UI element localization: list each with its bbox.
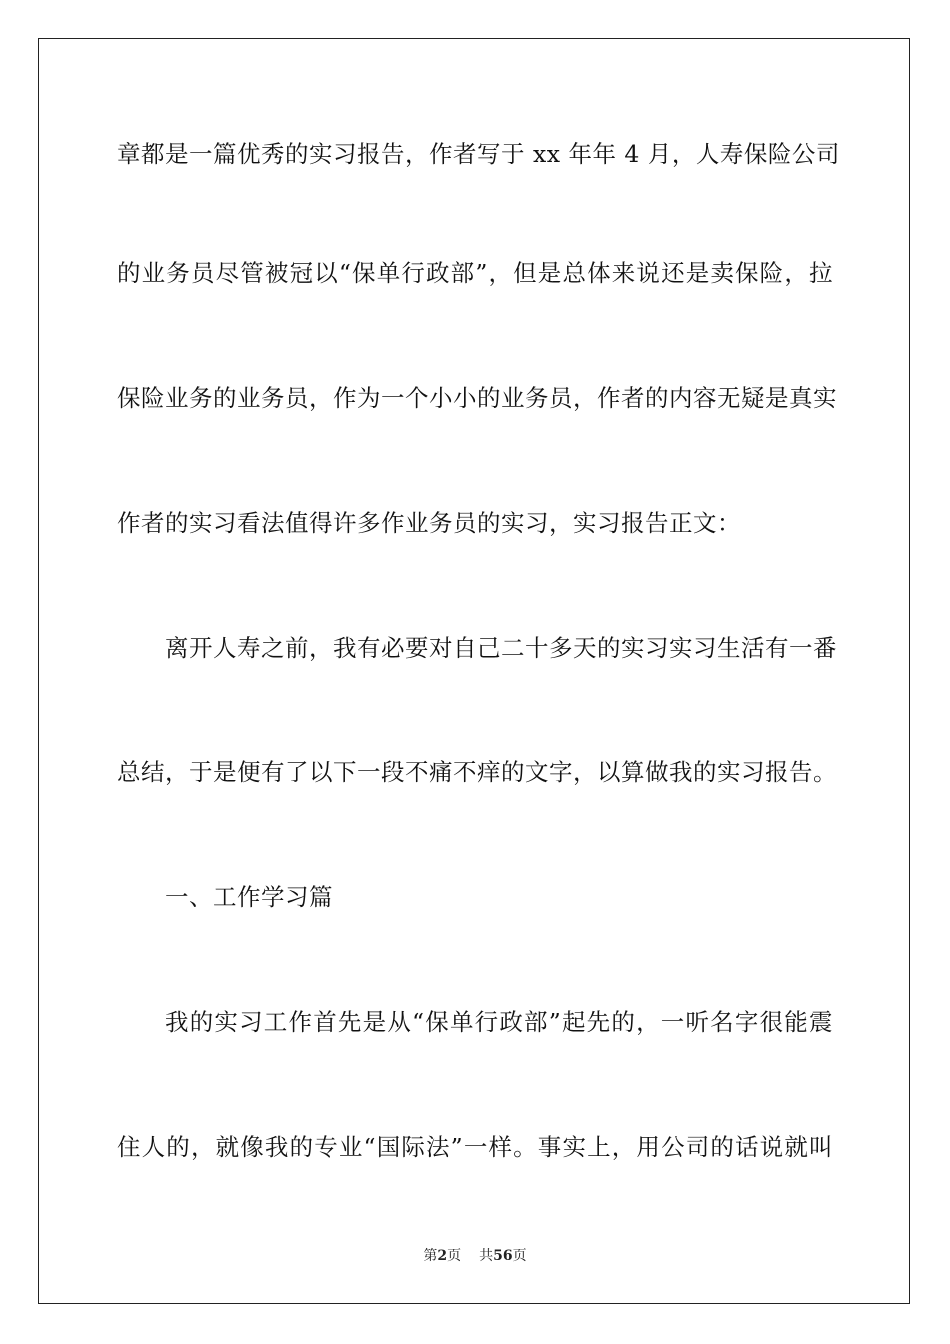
- page-number: 2: [437, 1248, 448, 1264]
- total-pages: 56: [493, 1248, 513, 1264]
- body-line-8: 住人的，就像我的专业“国际法”一样。事实上，用公司的话说就叫: [117, 1133, 833, 1161]
- section-heading: 一、工作学习篇: [165, 883, 333, 911]
- body-line-5: 离开人寿之前，我有必要对自己二十多天的实习实习生活有一番: [165, 634, 837, 662]
- body-line-1: 章都是一篇优秀的实习报告，作者写于 xx 年年 4 月，人寿保险公司: [117, 140, 840, 168]
- page-frame: [38, 38, 910, 1304]
- total-label-prefix: 共: [479, 1248, 494, 1264]
- body-line-4: 作者的实习看法值得许多作业务员的实习，实习报告正文：: [117, 509, 741, 537]
- body-line-2: 的业务员尽管被冠以“保单行政部”，但是总体来说还是卖保险，拉: [117, 259, 833, 287]
- body-line-7: 我的实习工作首先是从“保单行政部”起先的，一听名字很能震: [165, 1008, 833, 1036]
- body-line-6: 总结，于是便有了以下一段不痛不痒的文字，以算做我的实习报告。: [117, 758, 837, 786]
- page-label-prefix: 第: [423, 1248, 438, 1264]
- page-label-suffix: 页: [447, 1248, 462, 1264]
- body-line-3: 保险业务的业务员，作为一个小小的业务员，作者的内容无疑是真实: [117, 384, 837, 412]
- page-footer: [0, 1246, 950, 1266]
- total-label-suffix: 页: [512, 1248, 527, 1264]
